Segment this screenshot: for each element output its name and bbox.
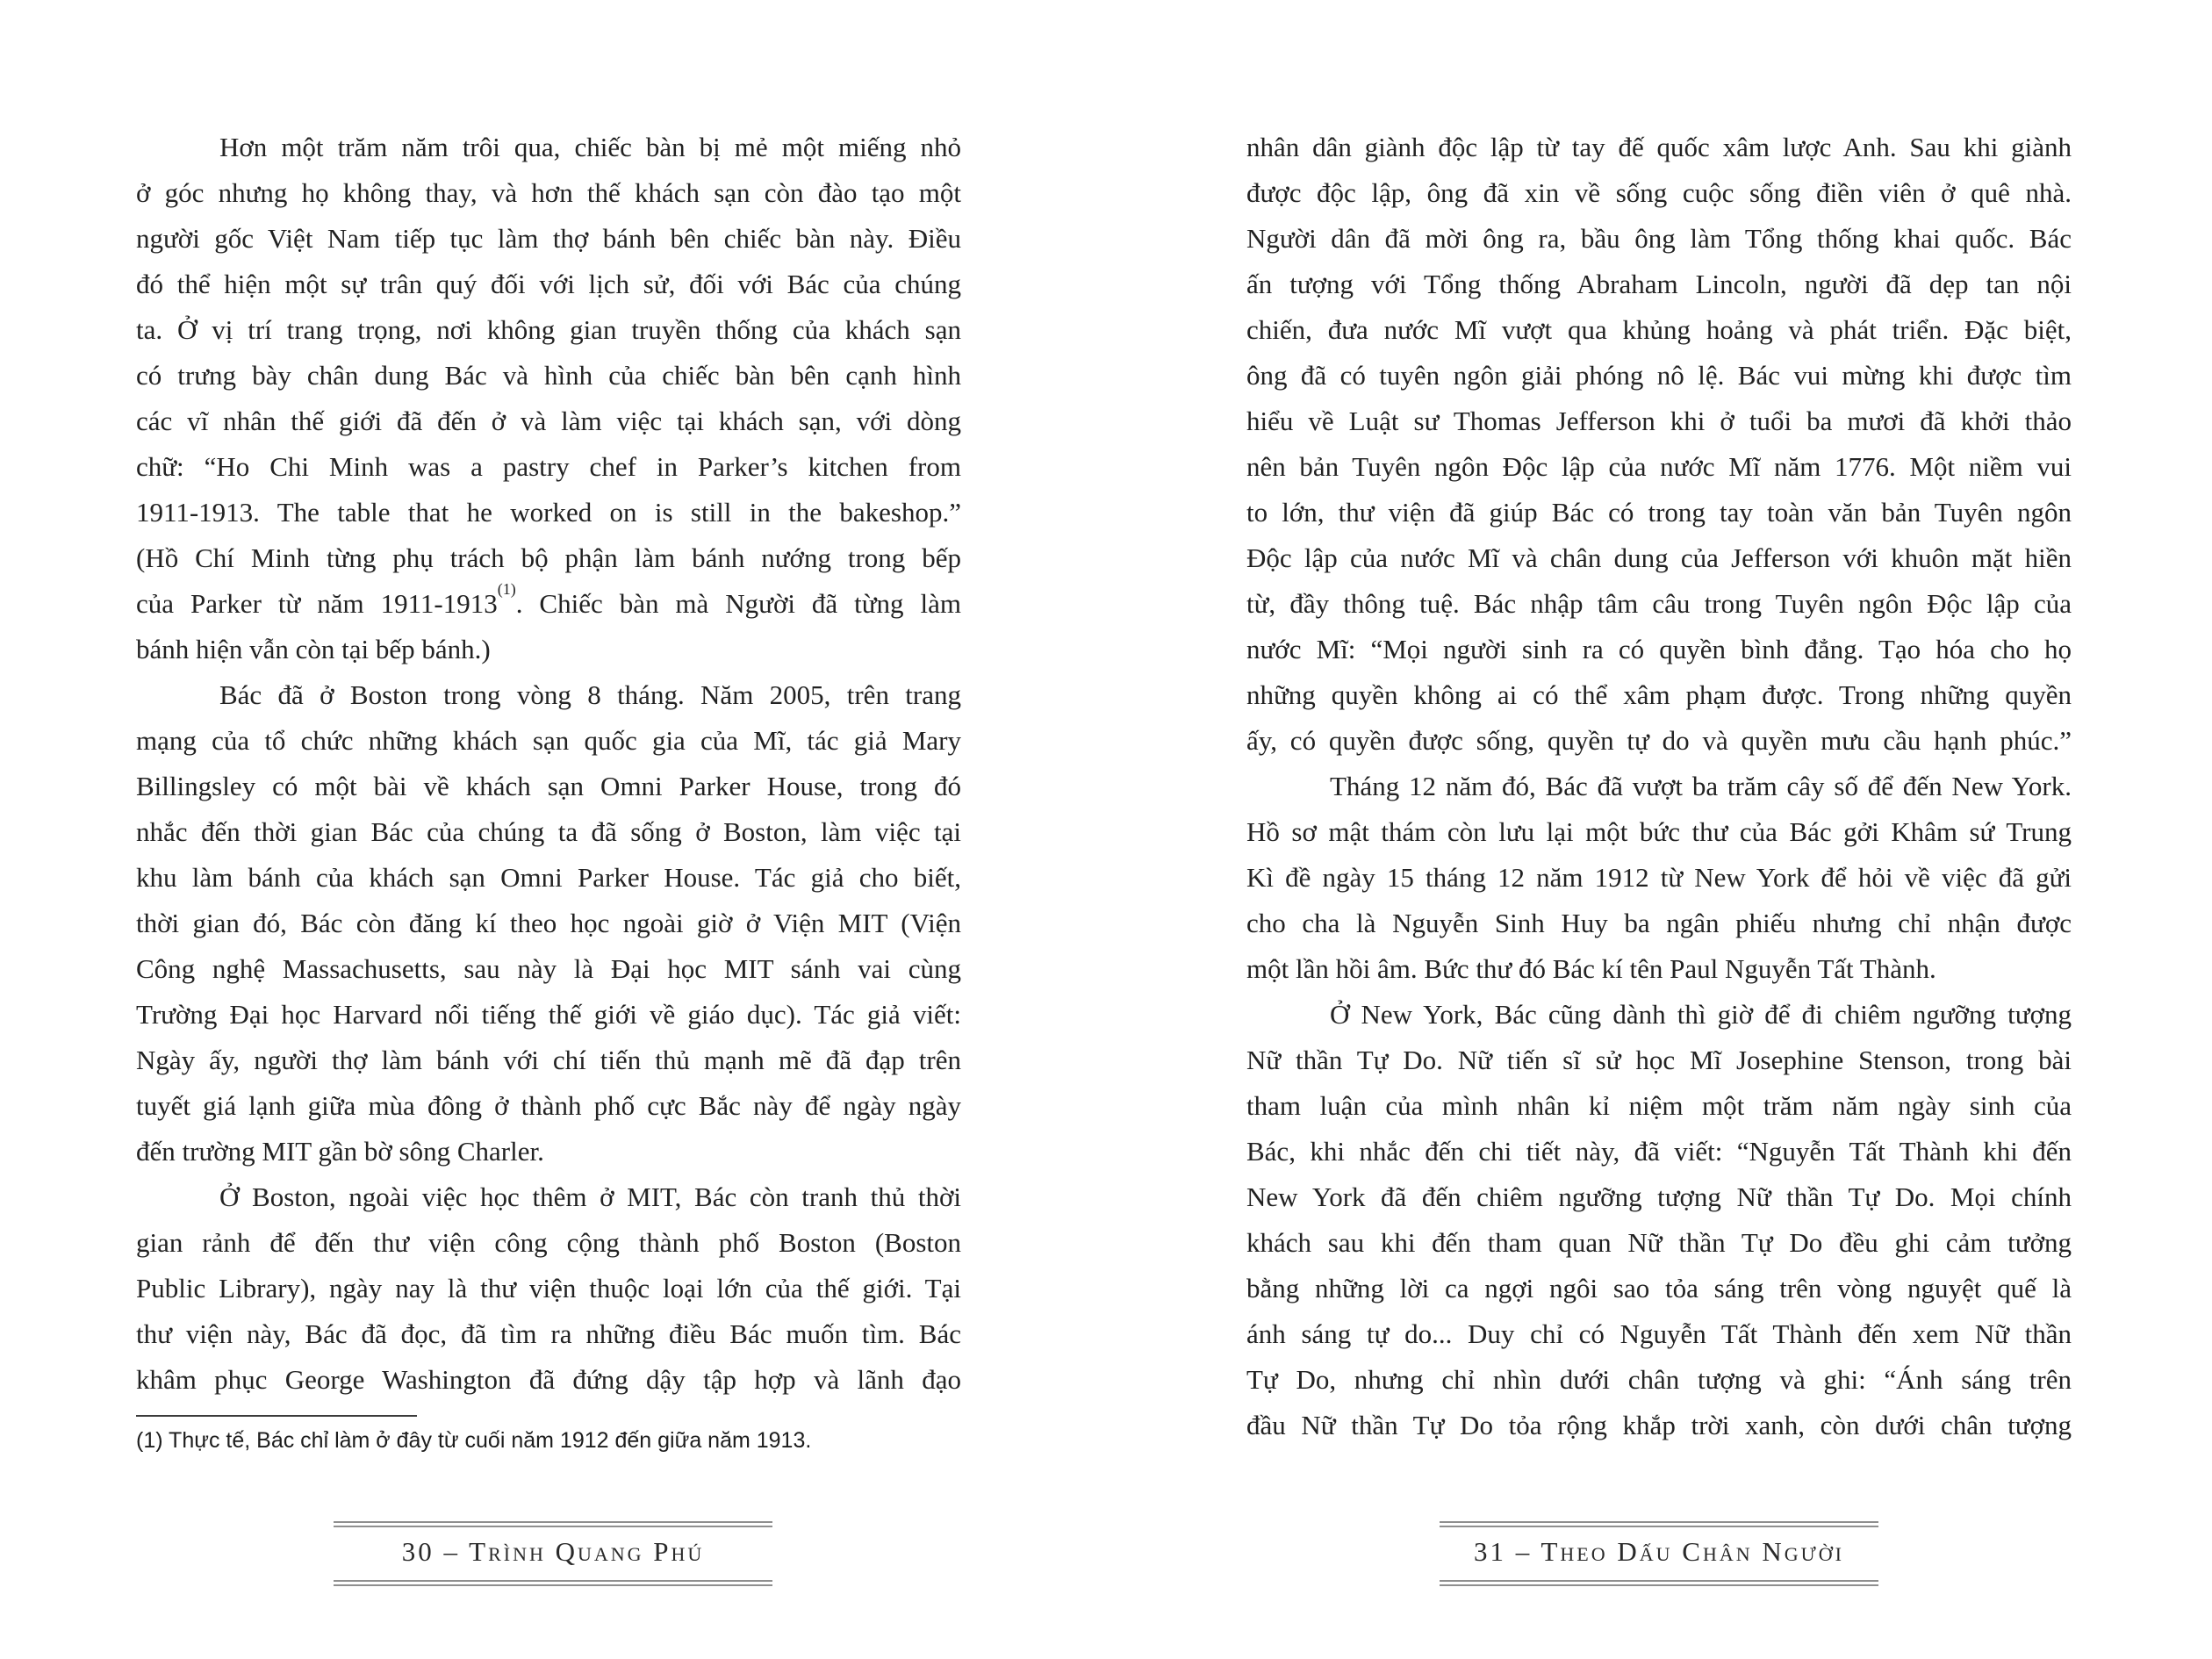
text-line: Người dân đã mời ông ra, bầu ông làm Tổng thống khai quốc. Bác <box>1246 223 2072 254</box>
text-line: 1911-1913. The table that he worked on is still in the bakeshop.” <box>136 497 961 528</box>
footnote-block <box>136 1415 961 1454</box>
text-line: Độc lập của nước Mĩ và chân dung của Jefferson với khuôn mặt hiền <box>1246 542 2072 573</box>
text-line: Hơn một trăm năm trôi qua, chiếc bàn bị mẻ một miếng nhỏ <box>219 132 961 162</box>
paragraph <box>1246 125 2072 764</box>
text-line: bằng những lời ca ngợi ngôi sao tỏa sáng trên vòng nguyệt quế là <box>1246 1273 2072 1304</box>
footnote-rule <box>136 1415 417 1417</box>
text-line: hiểu về Luật sư Thomas Jefferson khi ở tuổi ba mươi đã khởi thảo <box>1246 406 2072 436</box>
text-line: gian rảnh để đến thư viện công cộng thành phố Boston (Boston <box>136 1227 961 1258</box>
text-line: đó thể hiện một sự trân quý đối với lịch sử, đối với Bác của chúng <box>136 269 961 299</box>
text-line: Tháng 12 năm đó, Bác đã vượt ba trăm cây số để đến New York. <box>1330 771 2072 801</box>
text-line: Nữ thần Tự Do. Nữ tiến sĩ sử học Mĩ Josephine Stenson, trong bài <box>1246 1045 2072 1075</box>
text-line: Billingsley có một bài về khách sạn Omni Parker House, trong đó <box>136 771 961 801</box>
text-line: ở góc nhưng họ không thay, và hơn thế khách sạn còn đào tạo một <box>136 177 961 208</box>
paragraph <box>136 125 961 672</box>
text-line: (Hồ Chí Minh từng phụ trách bộ phận làm bánh nướng trong bếp <box>136 542 961 573</box>
footnote-text: (1) Thực tế, Bác chỉ làm ở đây từ cuối năm 1912 đến giữa năm 1913. <box>136 1428 812 1453</box>
text-line: có trưng bày chân dung Bác và hình của chiếc bàn bên cạnh hình <box>136 360 961 391</box>
text-segment: . Chiếc bàn mà Người đã từng làm <box>515 588 961 619</box>
text-line: chữ: “Ho Chi Minh was a pastry chef in Parker’s kitchen from <box>136 451 961 482</box>
page-number-and-title: 31 – Theo Dấu Chân Người <box>1474 1536 1844 1567</box>
text-line: nhân dân giành độc lập từ tay đế quốc xâm lược Anh. Sau khi giành <box>1246 132 2072 162</box>
text-line: những quyền không ai có thể xâm phạm được. Trong những quyền <box>1246 679 2072 710</box>
text-line: tuyết giá lạnh giữa mùa đông ở thành phố cực Bắc này để ngày ngày <box>136 1090 961 1121</box>
text-line: Kì đề ngày 15 tháng 12 năm 1912 từ New York để hỏi về việc đã gửi <box>1246 862 2072 893</box>
text-line: to lớn, thư viện đã giúp Bác có trong tay toàn văn bản Tuyên ngôn <box>1246 497 2072 528</box>
text-line: nước Mĩ: “Mọi người sinh ra có quyền bình đẳng. Tạo hóa cho họ <box>1246 634 2072 664</box>
text-line: đầu Nữ thần Tự Do tỏa rộng khắp trời xanh, còn dưới chân tượng <box>1246 1410 2072 1440</box>
page-footer-right <box>1440 1521 1878 1586</box>
text-segment: của Parker từ năm 1911-1913 <box>136 588 498 619</box>
text-line: khu làm bánh của khách sạn Omni Parker House. Tác giả cho biết, <box>136 862 961 893</box>
text-line: Tự Do, nhưng chỉ nhìn dưới chân tượng và ghi: “Ánh sáng trên <box>1246 1364 2072 1395</box>
text-line: đến trường MIT gần bờ sông Charler. <box>136 1136 544 1167</box>
text-line: New York đã đến chiêm ngưỡng tượng Nữ thần Tự Do. Mọi chính <box>1246 1181 2072 1212</box>
text-line: Ngày ấy, người thợ làm bánh với chí tiến thủ mạnh mẽ đã đạp trên <box>136 1045 961 1075</box>
text-line: Công nghệ Massachusetts, sau này là Đại học MIT sánh vai cùng <box>136 953 961 984</box>
paragraph <box>136 672 961 1174</box>
text-line: ông đã có tuyên ngôn giải phóng nô lệ. Bác vui mừng khi được tìm <box>1246 360 2072 391</box>
text-line: khâm phục George Washington đã đứng dậy tập hợp và lãnh đạo <box>136 1364 961 1395</box>
text-line: bánh hiện vẫn còn tại bếp bánh.) <box>136 634 491 664</box>
text-line: từ, đầy thông tuệ. Bác nhập tâm câu trong Tuyên ngôn Độc lập của <box>1246 588 2072 619</box>
text-line: Bác, khi nhắc đến chi tiết này, đã viết: “Nguyễn Tất Thành khi đến <box>1246 1136 2072 1167</box>
text-line: tham luận của mình nhân kỉ niệm một trăm năm ngày sinh của <box>1246 1090 2072 1121</box>
paragraph <box>136 1174 961 1403</box>
text-line: Hồ sơ mật thám còn lưu lại một bức thư của Bác gởi Khâm sứ Trung <box>1246 816 2072 847</box>
footnote-reference: (1) <box>497 579 516 598</box>
text-line: các vĩ nhân thế giới đã đến ở và làm việc tại khách sạn, với dòng <box>136 406 961 436</box>
text-line: chiến, đưa nước Mĩ vượt qua khủng hoảng và phát triển. Đặc biệt, <box>1246 314 2072 345</box>
paragraph <box>1246 764 2072 992</box>
text-line: nhắc đến thời gian Bác của chúng ta đã sống ở Boston, làm việc tại <box>136 816 961 847</box>
paragraph <box>1246 992 2072 1448</box>
text-line: nên bản Tuyên ngôn Độc lập của nước Mĩ năm 1776. Một niềm vui <box>1246 451 2072 482</box>
right-page-text-column <box>1246 125 2072 1448</box>
text-line: được độc lập, ông đã xin về sống cuộc sống điền viên ở quê nhà. <box>1246 177 2072 208</box>
text-line: Ở Boston, ngoài việc học thêm ở MIT, Bác còn tranh thủ thời <box>219 1181 961 1212</box>
text-line: thời gian đó, Bác còn đăng kí theo học ngoài giờ ở Viện MIT (Viện <box>136 908 961 938</box>
text-line: cho cha là Nguyễn Sinh Huy ba ngân phiếu nhưng chỉ nhận được <box>1246 908 2072 938</box>
text-line: ấy, có quyền được sống, quyền tự do và quyền mưu cầu hạnh phúc.” <box>1246 725 2072 756</box>
text-line: người gốc Việt Nam tiếp tục làm thợ bánh bên chiếc bàn này. Điều <box>136 223 961 254</box>
text-line: thư viện này, Bác đã đọc, đã tìm ra những điều Bác muốn tìm. Bác <box>136 1318 961 1349</box>
text-line: Trường Đại học Harvard nổi tiếng thế giới về giáo dục). Tác giả viết: <box>136 999 961 1030</box>
text-line-with-footnote-ref <box>136 581 961 627</box>
text-line: Ở New York, Bác cũng dành thì giờ để đi chiêm ngưỡng tượng <box>1330 999 2072 1030</box>
text-line: ta. Ở vị trí trang trọng, nơi không gian truyền thống của khách sạn <box>136 314 961 345</box>
text-line: mạng của tổ chức những khách sạn quốc gia của Mĩ, tác giả Mary <box>136 725 961 756</box>
text-line: ánh sáng tự do... Duy chỉ có Nguyễn Tất Thành đến xem Nữ thần <box>1246 1318 2072 1349</box>
text-line: khách sau khi đến tham quan Nữ thần Tự Do đều ghi cảm tưởng <box>1246 1227 2072 1258</box>
text-line: Bác đã ở Boston trong vòng 8 tháng. Năm 2005, trên trang <box>219 679 961 710</box>
text-line: ấn tượng với Tổng thống Abraham Lincoln, người đã dẹp tan nội <box>1246 269 2072 299</box>
left-page-text-column <box>136 125 961 1403</box>
page-number-and-author: 30 – Trình Quang Phú <box>401 1536 705 1567</box>
text-line: Public Library), ngày nay là thư viện thuộc loại lớn của thế giới. Tại <box>136 1273 961 1304</box>
text-line: một lần hồi âm. Bức thư đó Bác kí tên Paul Nguyễn Tất Thành. <box>1246 953 1936 984</box>
page-footer-left <box>334 1521 772 1586</box>
